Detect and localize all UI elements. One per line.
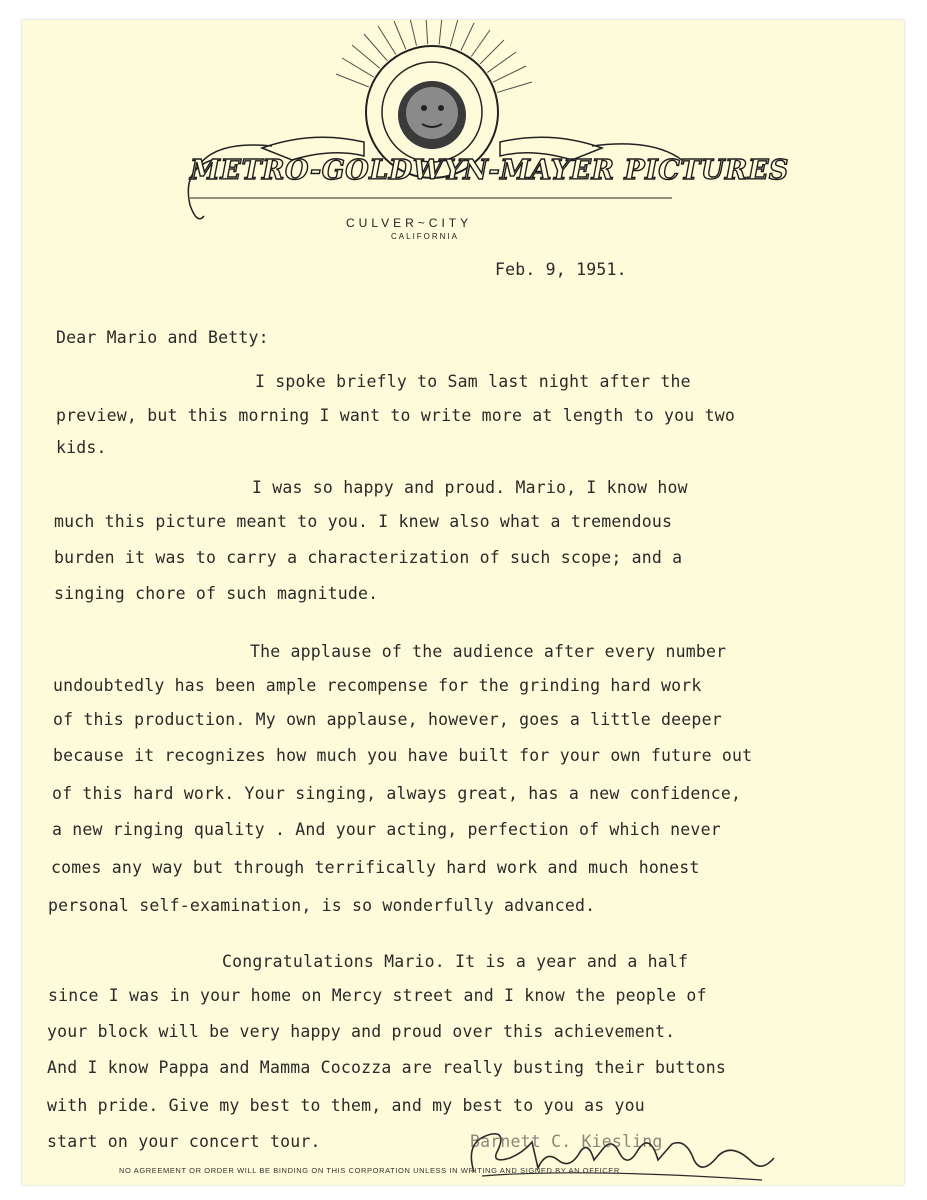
body-line: your block will be very happy and proud over this achievement. — [47, 1022, 676, 1041]
body-line: kids. — [56, 438, 107, 457]
body-line: The applause of the audience after every number — [250, 642, 727, 661]
body-line: I spoke briefly to Sam last night after the — [255, 372, 691, 391]
company-state: CALIFORNIA — [391, 232, 460, 241]
signature-icon — [462, 1120, 782, 1190]
body-line: preview, but this morning I want to write more at length to you two — [56, 406, 735, 425]
typed-signature: Barnett C. Kiesling — [470, 1132, 663, 1151]
body-line: of this production. My own applause, however, goes a little deeper — [53, 710, 722, 729]
body-line: because it recognizes how much you have built for your own future out — [53, 746, 753, 765]
body-line: start on your concert tour. — [47, 1132, 321, 1151]
mgm-seal-icon — [152, 20, 692, 240]
letter-sheet — [22, 20, 904, 1185]
salutation: Dear Mario and Betty: — [56, 328, 269, 347]
body-line: with pride. Give my best to them, and my best to you as you — [47, 1096, 645, 1115]
body-line: since I was in your home on Mercy street and I know the people of — [48, 986, 707, 1005]
body-line: a new ringing quality . And your acting, perfection of which never — [52, 820, 721, 839]
body-line: burden it was to carry a characterization of such scope; and a — [54, 548, 683, 567]
body-line: Congratulations Mario. It is a year and a half — [222, 952, 689, 971]
body-line: personal self-examination, is so wonderfully advanced. — [48, 896, 596, 915]
body-line: singing chore of such magnitude. — [54, 584, 379, 603]
letter-date: Feb. 9, 1951. — [495, 260, 627, 279]
body-line: And I know Pappa and Mamma Cocozza are really busting their buttons — [47, 1058, 726, 1077]
company-city: CULVER~CITY — [346, 216, 473, 230]
body-line: of this hard work. Your singing, always great, has a new confidence, — [52, 784, 742, 803]
legal-footer: NO AGREEMENT OR ORDER WILL BE BINDING ON THIS CORPORATION UNLESS IN WRITING AND SIGNED BY AN OFFICER — [119, 1166, 620, 1175]
body-line: much this picture meant to you. I knew also what a tremendous — [54, 512, 673, 531]
body-line: I was so happy and proud. Mario, I know how — [252, 478, 688, 497]
mgm-letterhead — [152, 20, 692, 240]
body-line: undoubtedly has been ample recompense for the grinding hard work — [53, 676, 702, 695]
company-name: METRO-GOLDWYN-MAYER PICTURES — [190, 155, 789, 186]
body-line: comes any way but through terrifically hard work and much honest — [51, 858, 700, 877]
